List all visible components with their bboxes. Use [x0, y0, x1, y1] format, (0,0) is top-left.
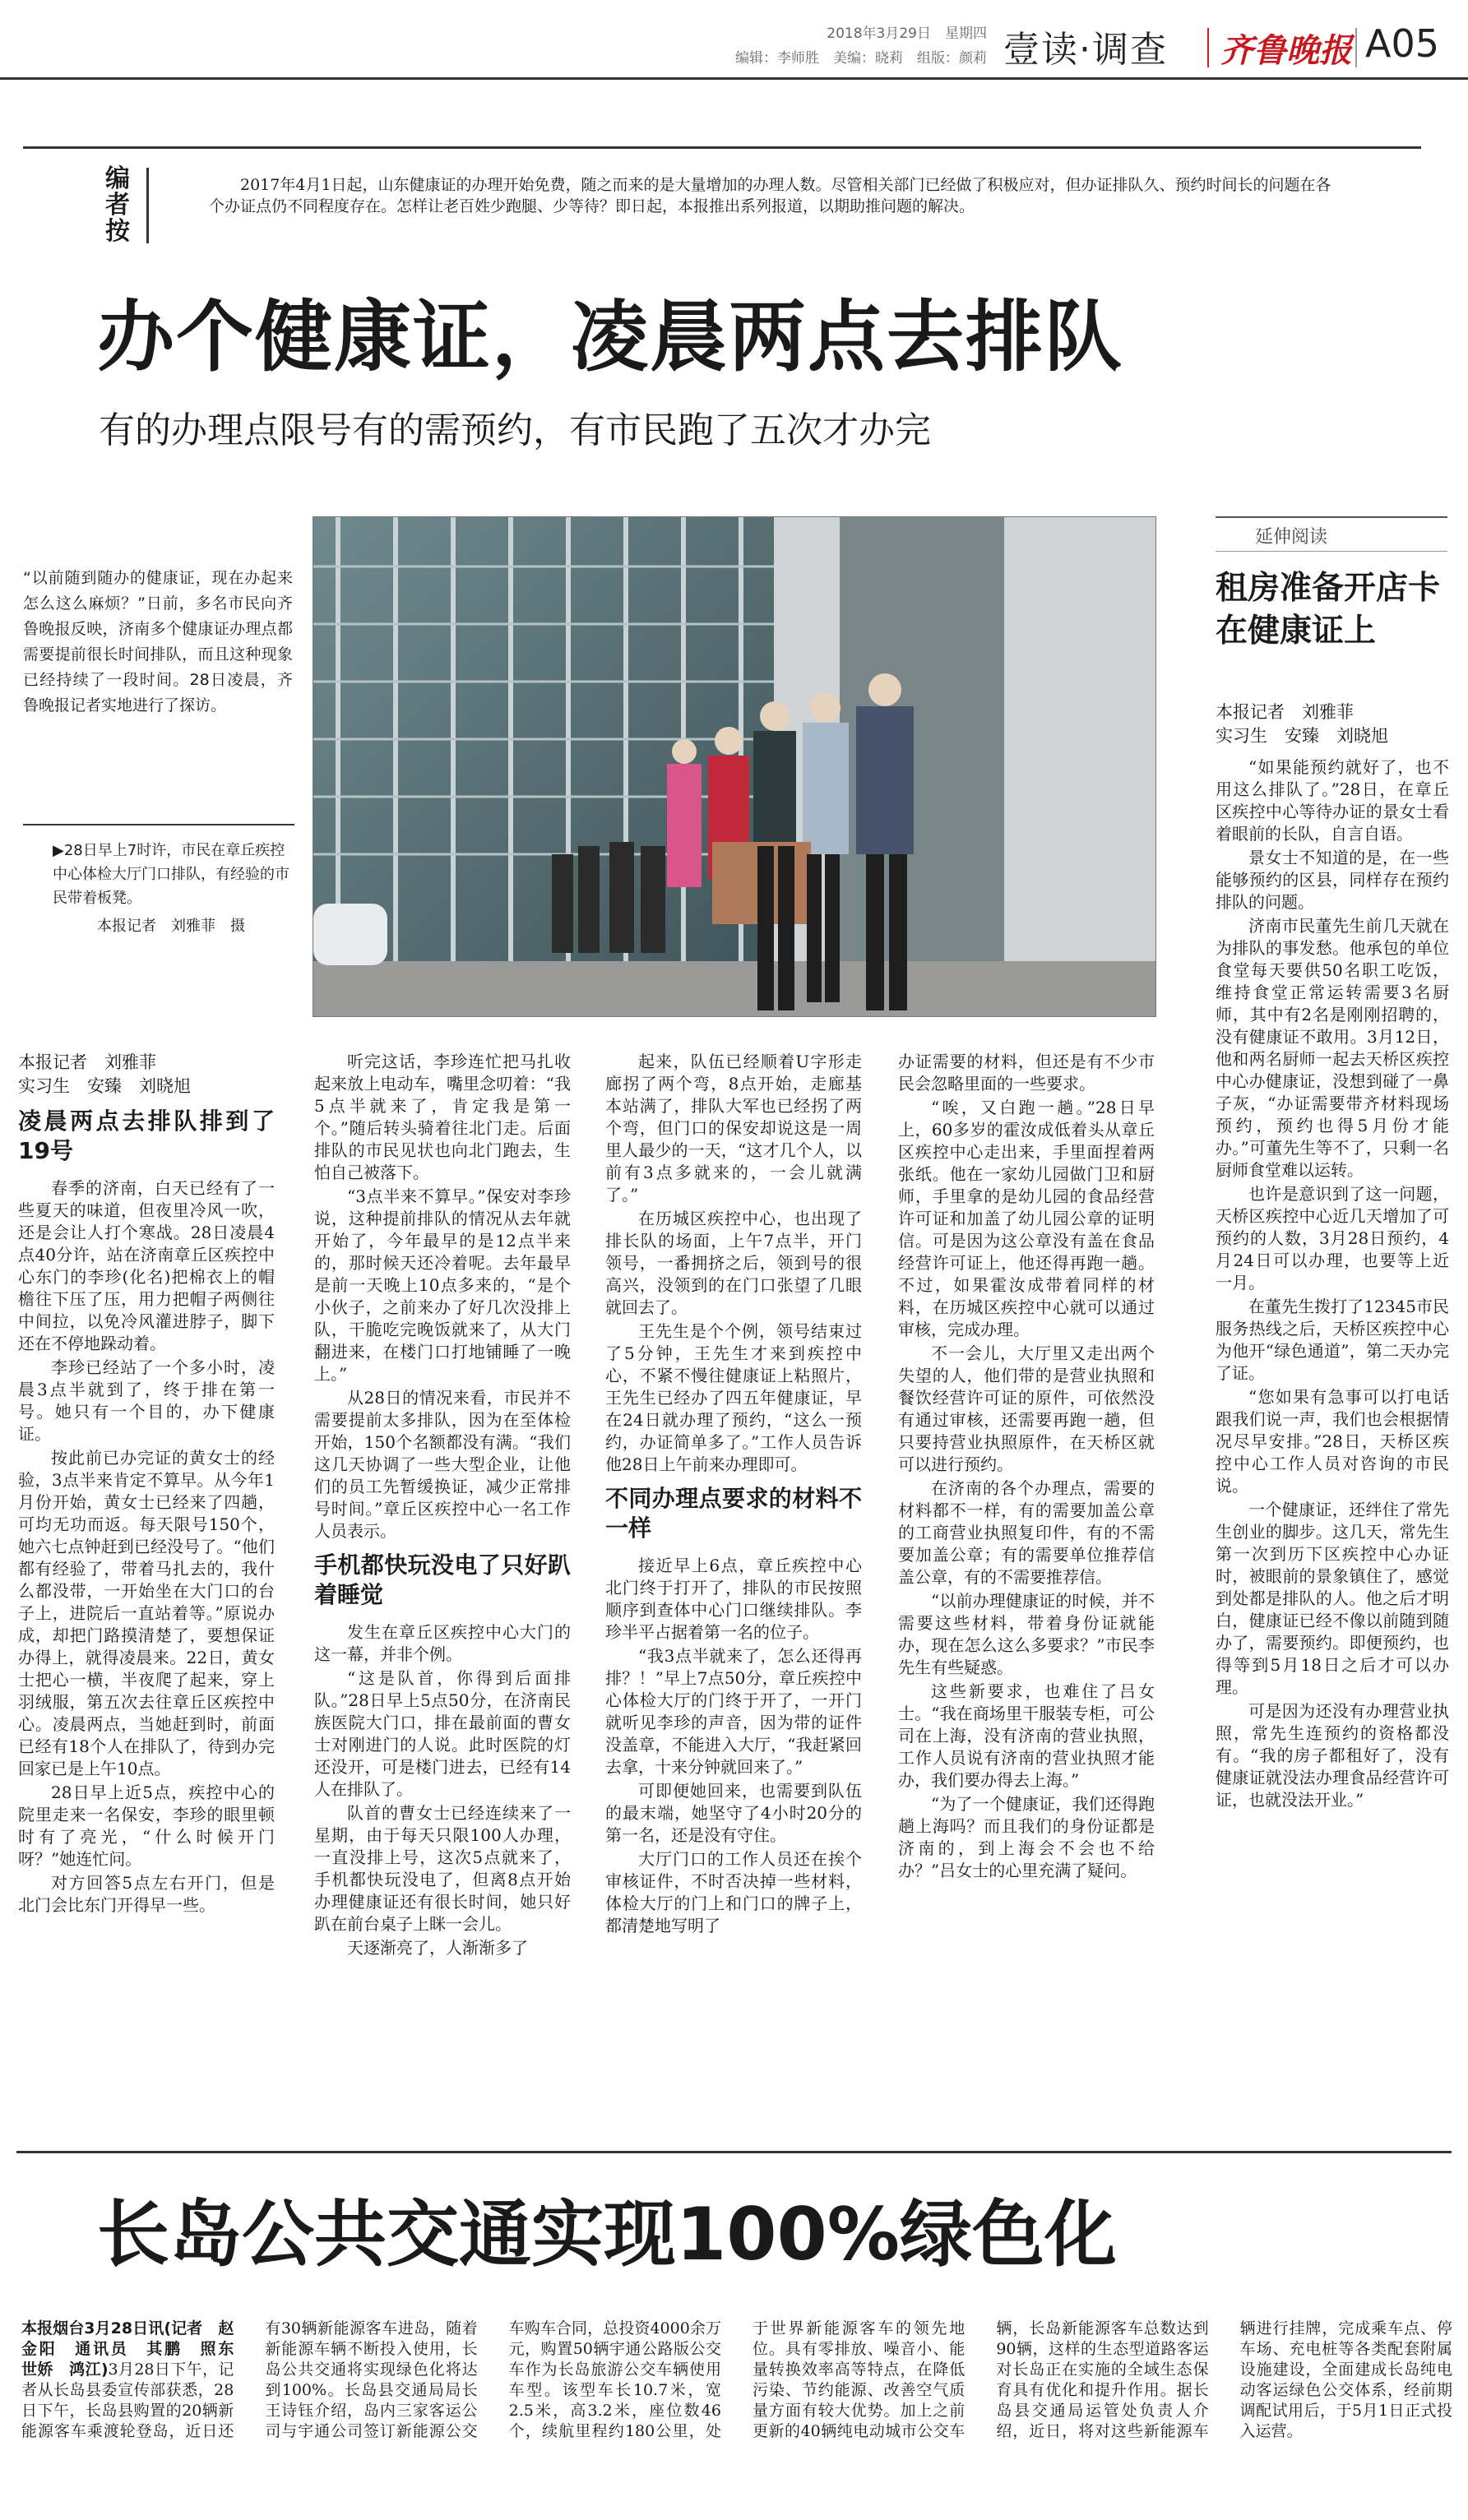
editors-note-bar — [146, 168, 149, 243]
paragraph: 28日早上近5点，疾控中心的院里走来一名保安，李珍的眼里顿时有了亮光，“什么时候开门呀？”她连忙问。 — [18, 1782, 275, 1869]
header-divider — [1207, 28, 1209, 67]
main-column-1 — [18, 1051, 275, 2103]
byline-reporter: 本报记者 刘雅菲 — [18, 1052, 156, 1072]
bottom-story-body — [21, 2319, 1452, 2508]
paragraph: 大厅门口的工作人员还在挨个审核证件，不时否决掉一些材料，体检大厅的门上和门口的牌子上，都清楚地写明了 — [605, 1849, 862, 1935]
main-column-2 — [314, 1051, 571, 2103]
main-column-3 — [605, 1051, 862, 2103]
newspaper-logo: 齐鲁晚报 — [1220, 31, 1352, 70]
section-name: 壹读·调查 — [1003, 29, 1168, 71]
main-headline: 办个健康证，凌晨两点去排队 — [97, 293, 1124, 382]
paragraph: 可即便她回来，也需要到队伍的最末端，她坚守了4小时20分的第一名，还是没有守住。 — [605, 1781, 862, 1845]
subhead-queue-2am: 凌晨两点去排队排到了19号 — [18, 1107, 275, 1164]
paragraph: 起来，队伍已经顺着U字形走廊拐了两个弯，8点开始，走廊基本站满了，排队大军也已经拐了两个弯，但门口的保安却说这是一周里人最少的一天，“这才几个人，以前有3点多就来的，一会儿就满了。” — [605, 1052, 862, 1205]
paragraph: 王先生是个个例，领号结束过了5分钟，王先生才来到疾控中心，不紧不慢往健康证上粘照片，王先生已经办了四五年健康证，早在24日就办理了预约，“这么一预约，办证简单多了。”工作人员告诉他28日上午前来办理即可。 — [605, 1321, 862, 1474]
bottom-headline: 长岛公共交通实现100%绿色化 — [97, 2192, 1117, 2277]
side-story-body — [1216, 701, 1449, 2106]
paragraph: 发生在章丘区疾控中心大门的这一幕，并非个例。 — [314, 1622, 571, 1664]
paragraph: 济南市民董先生前几天就在为排队的事发愁。他承包的单位食堂每天要供50名职工吃饭，维持食堂正常运转需要3名厨师，其中有2名是刚刚招聘的，没有健康证不敢用。3月12日，他和两名厨师一起去天桥区疾控中心办健康证，没想到碰了一鼻子灰，“办证需要带齐材料现场预约，预约也得5月份才能办。”可董先生等不了，只剩一名厨师食堂难以运转。 — [1216, 916, 1449, 1180]
paragraph: “以前办理健康证的时候，并不需要这些材料，带着身份证就能办，现在怎么这么多要求？”市民李先生有些疑惑。 — [898, 1591, 1155, 1677]
news-photo — [313, 516, 1156, 1017]
subhead-phone-battery: 手机都快玩没电了只好趴着睡觉 — [314, 1551, 571, 1608]
editors-note-label: 编者按 — [105, 164, 130, 246]
paragraph: 李珍已经站了一个多小时，凌晨3点半就到了，终于排在第一号。她只有一个目的，办下健康证。 — [18, 1357, 275, 1444]
bottom-byline: 本报烟台3月28日讯(记者 赵金阳 通讯员 其鹏 照东 世娇 鸿江) — [21, 2319, 250, 2379]
paragraph: “您如果有急事可以打电话跟我们说一声，我们也会根据情况尽早安排。”28日，天桥区疾控中心工作人员对咨询的市民说。 — [1216, 1387, 1449, 1496]
editors-note-rule-top — [23, 146, 1421, 149]
side-byline-interns: 实习生 安臻 刘晓旭 — [1216, 726, 1388, 746]
paragraph: 在济南的各个办理点，需要的材料都不一样，有的需要加盖公章的工商营业执照复印件，有的不需要加盖公章；有的需要单位推荐信盖公章，有的不需要推荐信。 — [898, 1478, 1155, 1587]
paragraph: 一个健康证，还绊住了常先生创业的脚步。这几天，常先生第一次到历下区疾控中心办证时，被眼前的景象镇住了，感觉到处都是排队的人。他之后才明白，健康证已经不像以前随到随办了，需要预约。即便预约，也得等到5月18日之后才可以办理。 — [1216, 1500, 1449, 1697]
paragraph: 可是因为还没有办理营业执照，常先生连预约的资格都没有。“我的房子都租好了，没有健康证就没法办理食品经营许可证，也就没法开业。” — [1216, 1701, 1449, 1810]
queue-scene-image — [313, 517, 1155, 1016]
main-byline — [18, 1051, 275, 1098]
paragraph: “我3点半就来了，怎么还得再排？！”早上7点50分，章丘疾控中心体检大厅的门终于开了，一开门就听见李珍的声音，因为带的证件没盖章，不能进入大厅，“我赶紧回去拿，十来分钟就回来了。” — [605, 1646, 862, 1777]
paragraph: “如果能预约就好了，也不用这么排队了。”28日，在章丘区疾控中心等待办证的景女士看着眼前的长队，自言自语。 — [1216, 757, 1449, 844]
side-byline — [1216, 701, 1449, 748]
paragraph: 接近早上6点，章丘疾控中心北门终于打开了，排队的市民按照顺序到查体中心门口继续排队。李珍半平占据着第一名的位子。 — [605, 1556, 862, 1642]
side-story-label-box — [1216, 516, 1447, 552]
paragraph: “唉，又白跑一趟。”28日早上，60多岁的霍汝成低着头从章丘区疾控中心走出来，手里面捏着两张纸。他在一家幼儿园做门卫和厨师，手里拿的是幼儿园的食品经营许可证和加盖了幼儿园公章的证明信。可是因为这公章没有盖在食品经营许可证上，他还得再跑一趟。不过，如果霍汝成带着同样的材料，在历城区疾控中心就可以通过审核，完成办理。 — [898, 1098, 1155, 1339]
issue-date: 2018年3月29日 星期四 — [827, 25, 987, 42]
paragraph: 这些新要求，也难住了吕女士。“我在商场里干服装专柜，可公司在上海，没有济南的营业执照，工作人员说有济南的营业执照才能办，我们要办得去上海。” — [898, 1681, 1155, 1790]
main-column-4 — [898, 1051, 1155, 2103]
caption-rule — [23, 824, 294, 825]
paragraph: 景女士不知道的是，在一些能够预约的区县，同样存在预约排队的问题。 — [1216, 848, 1449, 912]
photo-credit: 本报记者 刘雅菲 摄 — [97, 918, 245, 935]
byline-interns: 实习生 安臻 刘晓旭 — [18, 1076, 191, 1096]
paragraph: “这是队首，你得到后面排队。”28日早上5点50分，在济南民族医院大门口，排在最前面的曹女士对刚进门的人说。此时医院的灯还没开，可是楼门进去，已经有14人在排队了。 — [314, 1668, 571, 1799]
side-byline-reporter: 本报记者 刘雅菲 — [1216, 702, 1354, 722]
paragraph: 从28日的情况来看，市民并不需要提前太多排队，因为在至体检开始，150个名额都没有满。“我们这几天协调了一些大型企业，让他们的员工先暂缓换证，减少正常排号时间。”章丘区疾控中心一名工作人员表示。 — [314, 1388, 571, 1541]
paragraph: 也许是意识到了这一问题，天桥区疾控中心近几天增加了可预约的人数，3月28日预约，4月24日可以办理，也要等上近一月。 — [1216, 1184, 1449, 1292]
photo-caption: ▶28日早上7时许，市民在章丘疾控中心体检大厅门口排队，有经验的市民带着板凳。 — [53, 842, 289, 907]
side-story-headline: 租房准备开店卡在健康证上 — [1216, 570, 1441, 650]
paragraph: 天逐渐亮了，人渐渐多了 — [347, 1938, 528, 1958]
paragraph: 不一会儿，大厅里又走出两个失望的人，他们带的是营业执照和餐饮经营许可证的原件，可依然没有通过审核，还需要再跑一趟，但只要持营业执照原件，在天桥区就可以进行预约。 — [898, 1343, 1155, 1474]
paragraph: 对方回答5点左右开门，但是北门会比东门开得早一些。 — [18, 1873, 275, 1915]
main-subheadline: 有的办理点限号有的需预约，有市民跑了五次才办完 — [99, 409, 931, 451]
bottom-rule — [16, 2151, 1452, 2153]
paragraph: 在历城区疾控中心，也出现了排长队的场面，上午7点半，开门领号，一番拥挤之后，领到号的很高兴，没领到的在门口张望了几眼就回去了。 — [605, 1209, 862, 1317]
side-story-label: 延伸阅读 — [1255, 527, 1328, 548]
paragraph: 在董先生拨打了12345市民服务热线之后，天桥区疾控中心为他开“绿色通道”，第二天办完了证。 — [1216, 1297, 1449, 1383]
editors-note-text: 2017年4月1日起，山东健康证的办理开始免费，随之而来的是大量增加的办理人数。尽管相关部门已经做了积极应对，但办证排队久、预约时间长的问题在各个办证点仍不同程度存在。怎样让老百姓少跑腿、少等待？即日起，本报推出系列报道，以期助推问题的解决。 — [209, 176, 1331, 215]
subhead-materials: 不同办理点要求的材料不一样 — [605, 1485, 862, 1542]
header-divider-2 — [1355, 28, 1357, 67]
paragraph: 春季的济南，白天已经有了一些夏天的味道，但夜里冷风一吹，还是会让人打个寒战。28日凌晨4点40分许，站在济南章丘区疾控中心东门的李珍(化名)把棉衣上的帽檐往下压了压，用力把帽子两侧往中间拉，以免冷风灌进脖子，脚下还在不停地跺动着。 — [18, 1178, 275, 1353]
paragraph: 队首的曹女士已经连续来了一星期，由于每天只限100人办理，一直没排上号，这次5点就来了，手机都快玩没电了，但离8点开始办理健康证还有很长时间，她只好趴在前台桌子上眯一会儿。 — [314, 1803, 571, 1934]
story-summary: “以前随到随办的健康证，现在办起来怎么这么麻烦？”日前，多名市民向齐鲁晚报反映，济南多个健康证办理点都需要提前很长时间排队，而且这种现象已经持续了一段时间。28日凌晨，齐鲁晚报记者实地进行了探访。 — [23, 569, 293, 714]
paragraph: 听完这话，李珍连忙把马扎收起来放上电动车，嘴里念叨着：“我5点半就来了，肯定我是第一个。”随后转头骑着往北门走。后面排队的市民见状也向北门跑去，生怕自己被落下。 — [314, 1052, 571, 1182]
editors-line: 编辑：李师胜 美编：晓莉 组版：颜莉 — [735, 50, 987, 67]
paragraph: 办证需要的材料，但还是有不少市民会忽略里面的一些要求。 — [898, 1052, 1155, 1094]
page-number: A05 — [1365, 21, 1440, 66]
editors-note — [23, 146, 1421, 255]
paragraph: “3点半来不算早。”保安对李珍说，这种提前排队的情况从去年就开始了，今年最早的是12点半来的，那时候天还冷着呢。去年最早是前一天晚上10点多来的，“是个小伙子，之前来办了好几次没排上队，干脆吃完晚饭就来了，从大门翻进来，在楼门口打地铺睡了一晚上。” — [314, 1186, 571, 1384]
bottom-story-text: 3月28日下午，记者从长岛县委宣传部获悉，28日下午，长岛县购置的20辆新能源客车乘渡轮登岛，近日还有30辆新能源客车进岛，随着新能源车辆不断投入使用，长岛公共交通将实现绿色化将达到100%。长岛县交通局局长王诗钰介绍，岛内三家客运公司与宇通公司签订新能源公交车购车合同，总投资4000余万元，购置50辆宇通公路版公交车作为长岛旅游公交车辆使用车型。该型车长10.7米，宽2.5米，高3.2米，座位数46个，续航里程约180公里，处于世界新能源客车的领先地位。具有零排放、噪音小、能量转换效率高等特点，在降低污染、节约能源、改善空气质量方面有较大优势。加上之前更新的40辆纯电动城市公交车辆，长岛新能源客车总数达到90辆，这样的生态型道路客运对长岛正在实施的全域生态保育具有优化和提升作用。据长岛县交通局运管处负责人介绍，近日，将对这些新能源车辆进行挂牌，完成乘车点、停车场、充电桩等各类配套附属设施建设，全面建成长岛纯电动客运绿色公交体系，经前期调配试用后，于5月1日正式投入运营。 — [21, 2319, 1452, 2440]
paragraph: 按此前已办完证的黄女士的经验，3点半来肯定不算早。从今年1月份开始，黄女士已经来了四趟，可均无功而返。每天限号150个，她六七点钟赶到已经没号了。“他们都有经验了，带着马扎去的，我什么都没带，一开始坐在大门口的台子上，进院后一直站着等。”原说办成，却把门路摸清楚了，要想保证办得上，就得凌晨来。22日，黄女士把心一横，半夜爬了起来，穿上羽绒服，第五次去往章丘区疾控中心。凌晨两点，当她赶到时，前面已经有18个人在排队了，待到办完回家已是上午10点。 — [18, 1448, 275, 1778]
paragraph: “为了一个健康证，我们还得跑趟上海吗？而且我们的身份证都是济南的，到上海会不会也不给办？”吕女士的心里充满了疑问。 — [898, 1794, 1155, 1880]
page-header — [0, 0, 1468, 82]
header-rule — [0, 77, 1468, 80]
